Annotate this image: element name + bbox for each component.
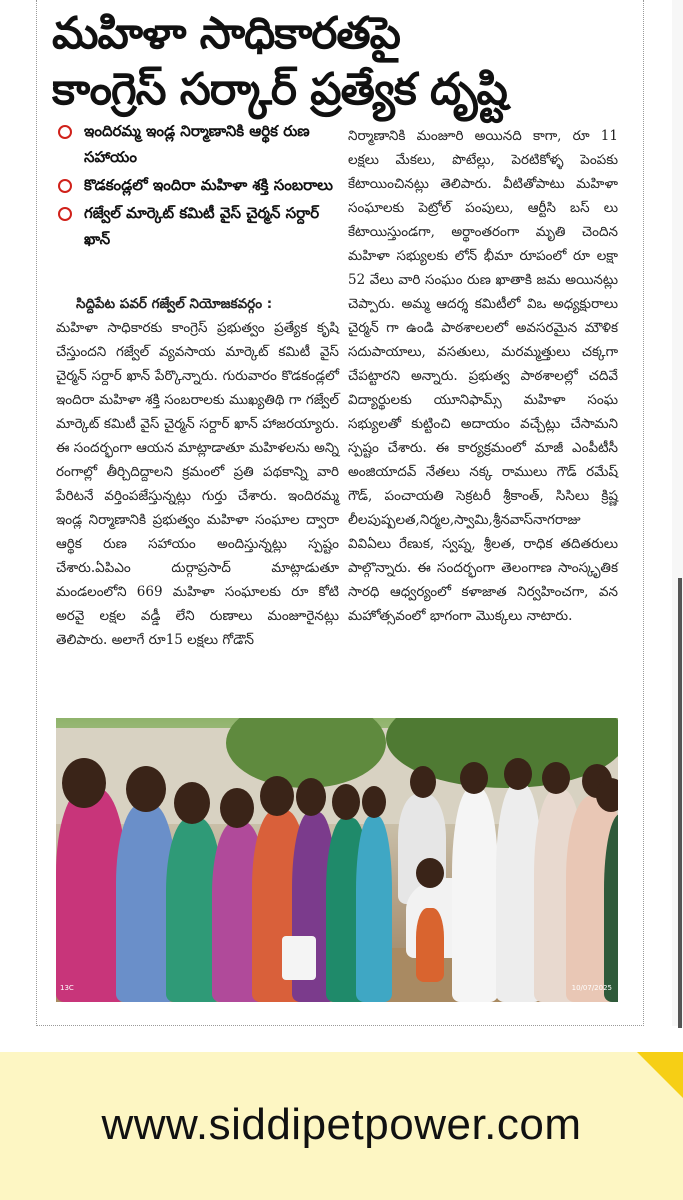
photo-person (416, 908, 444, 982)
photo-head (296, 778, 326, 816)
article-body-right: నిర్మాణానికి మంజూరి అయినది కాగా, రూ 11 లక్షలు మేకలు, పొటేల్లు, పెరటికోళ్ళ పెంపకు కేటాయించినట్లు తెలిపారు. వీటితోపాటు మహిళా సంఘాలకు పెట్రోల్ పంపులు, ఆర్టీసి బస్ లు కేటాయిస్తుండగా, అర్థాంతరంగా మృతి చెందిన మహిళా సభ్యులకు లోన్ భీమా రూపంలో రూ లక్షా 52 వేలు వారి సంఘం రుణ ఖాతాకి జమ అయినట్లు చెప్పారు. అమ్మ ఆదర్శ కమిటీలో విఒ అధ్యక్షురాలు చైర్మన్ గా ఉండి పాఠశాలలలో అవసరమైన మౌళిక సదుపాయాలు, వసతులు, మరమ్మత్తులు చక్కగా చేపట్టారని అన్నారు. ప్రభుత్వ పాఠశాలల్లో చదివే విద్యార్థులకు యూనిఫామ్స్ మహిళా సంఘ సభ్యులతో కుట్టించి అదాయం వచ్చేట్లు చేసామని స్పష్టం చేశారు. ఈ కార్యక్రమంలో మాజీ ఎంపీటీసీ అంజియాదవ్ నేతలు నక్క రాములు గౌడ్ రమేష్ గౌడ్, పంచాయతి సెక్రటరీ శ్రీకాంత్, సిసిలు క్రిష్ణ లీలపుష్పలత,నిర్మల,స్వామి,శ్రీనవాస్‌నాగరాజు వివిఏలు రేణుక, స్వప్న, శ్రీలత, రాధిక తదితరులు పాల్గొన్నారు. ఈ సందర్భంగా తెలంగాణ సాంస్కృతిక సారధి ఆధ్వర్యంలో కళాజాత నిర్వహించగా, వన మహోత్సవంలో భాగంగా మొక్కలు నాటారు. (348, 128, 618, 624)
photo-person (452, 788, 498, 1002)
adjacent-page-edge (672, 0, 683, 1026)
photo-person (356, 816, 392, 1002)
article-body-left: మహిళా సాధికారకు కాంగ్రెస్ ప్రభుత్వం ప్రత్యేక కృషి చేస్తుందని గజ్వేల్ వ్యవసాయ మార్కెట్ కమిటీ వైస్ చైర్మన్ సర్దార్ ఖాన్ పేర్కొన్నారు. గురువారం కొడకండ్లలో ఇందిరా మహిళా శక్తి సంబరాలకు ముఖ్యతిథి గా గజ్వేల్ మార్కెట్ కమిటీ వైస్ చైర్మన్ సర్దార్ ఖాన్ హాజరయ్యారు. ఈ సందర్భంగా ఆయన మాట్లాడాతూ మహిళలను అన్ని రంగాల్లో తీర్చిదిద్దాలని క్రమంలో ప్రతి పథకాన్ని వారి పేరిటనే వర్తింపజేస్తున్నట్లు గుర్తు చేశారు. ఇందిరమ్మ ఇండ్ల నిర్మాణానికి ప్రభుత్వం మహిళా సంఘాల ద్వారా ఆర్థిక రుణ సహాయం అందిస్తున్నట్లు స్పష్టం చేశారు.ఏపిఎం దుర్గాప్రసాద్ మాట్లాడుతూ మండలంలోని 669 మహిళా సంఘాలకు రూ కోటి అరవై లక్షల వడ్డీ లేని రుణాలు మంజూరైనట్లు తెలిపారు. అలాగే రూ15 లక్షలు గోడౌన్ (56, 320, 339, 648)
circle-bullet-icon (58, 125, 72, 139)
footer-banner (0, 1052, 683, 1200)
bullet-item (56, 200, 342, 252)
photo-head (260, 776, 294, 816)
photo-head (62, 758, 106, 808)
photo-head (504, 758, 532, 790)
photo-date-stamp: 10/07/2025 (571, 984, 612, 992)
bullet-text: గజ్వేల్ మార్కెట్ కమిటీ వైస్ చైర్మన్ సర్దార్ ఖాన్ (84, 204, 320, 248)
adjacent-page-strip (678, 578, 682, 1028)
photo-head (410, 766, 436, 798)
bullet-text: కొడకండ్లలో ఇందిరా మహిళా శక్తి సంబరాలు (84, 176, 333, 194)
article-column-right (348, 124, 618, 628)
photo-head (126, 766, 166, 812)
circle-bullet-icon (58, 179, 72, 193)
event-photo (56, 718, 618, 1002)
bullet-text: ఇందిరమ్మ ఇండ్ల నిర్మాణానికి ఆర్థిక రుణ సహాయం (84, 122, 310, 166)
photo-person (282, 936, 316, 980)
circle-bullet-icon (58, 207, 72, 221)
bullet-item (56, 172, 342, 198)
photo-stamp-left: 13C (60, 984, 74, 992)
photo-head (362, 786, 386, 818)
headline-line-2: కాంగ్రెస్ సర్కార్ ప్రత్యేక దృష్టి (52, 64, 507, 115)
website-url[interactable]: www.siddipetpower.com (101, 1100, 582, 1149)
headline-line-1: మహిళా సాధికారతపై (52, 8, 400, 59)
dateline: సిద్దిపేట పవర్ గజ్వేల్ నియోజకవర్గం : (76, 296, 273, 312)
photo-head (596, 778, 618, 812)
photo-head (460, 762, 488, 794)
bullet-item (56, 118, 342, 170)
corner-triangle (637, 1052, 683, 1098)
photo-head (174, 782, 210, 824)
article-column-left (56, 292, 339, 652)
headline (52, 6, 642, 118)
photo-head (332, 784, 360, 820)
photo-head (416, 858, 444, 888)
highlight-bullets (56, 118, 342, 254)
photo-head (220, 788, 254, 828)
photo-head (542, 762, 570, 794)
